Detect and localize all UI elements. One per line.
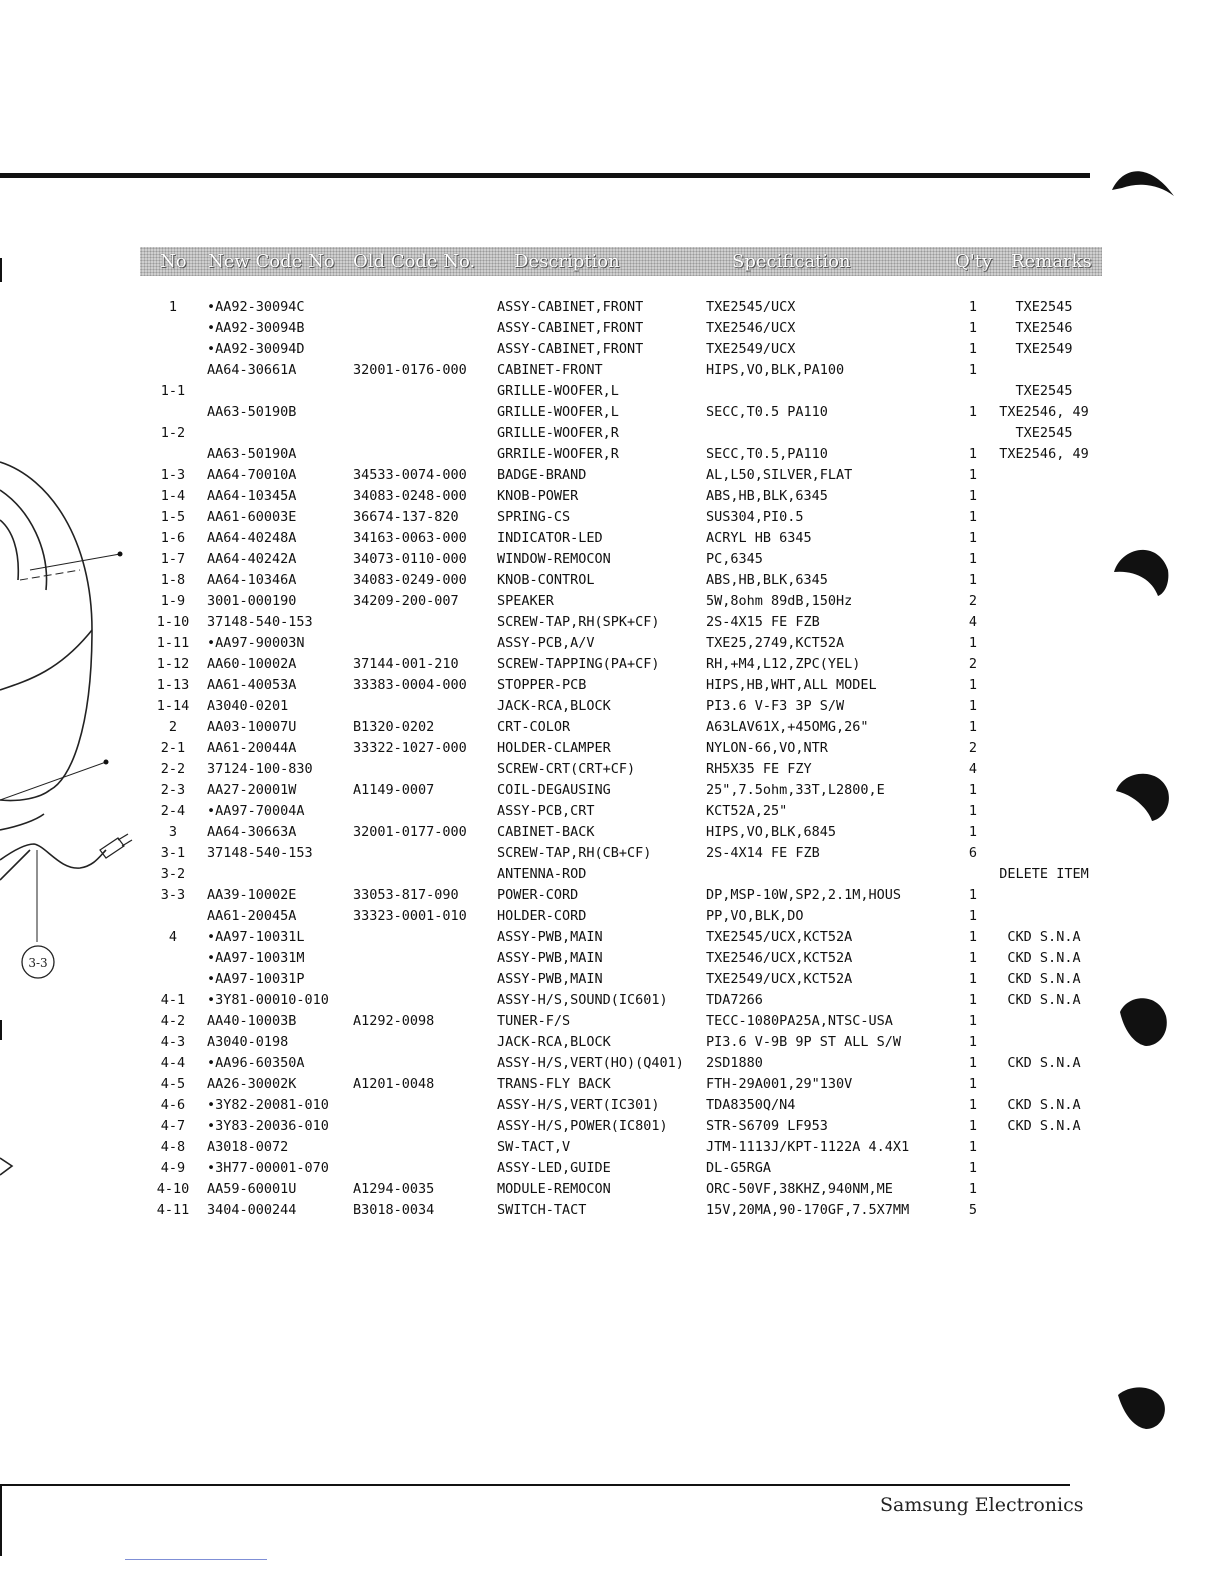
- cell-no: 1-8: [160, 572, 186, 588]
- cell-no: 2-2: [160, 761, 186, 777]
- cell-specification: TDA7266: [706, 992, 763, 1008]
- cell-description: BADGE-BRAND: [497, 467, 587, 483]
- cell-description: CABINET-FRONT: [497, 362, 603, 378]
- cell-old-code: 34163-0063-000: [353, 530, 467, 546]
- cell-no: 4-5: [160, 1076, 186, 1092]
- cell-specification: HIPS,VO,BLK,6845: [706, 824, 837, 840]
- cell-old-code: A1149-0007: [353, 782, 435, 798]
- cell-no: 1-10: [156, 614, 190, 630]
- cell-no: 3-2: [160, 866, 186, 882]
- table-row: [0, 1116, 1224, 1137]
- cell-new-code: •AA97-10031M: [207, 950, 305, 966]
- table-row: [0, 1074, 1224, 1095]
- cell-specification: KCT52A,25": [706, 803, 788, 819]
- table-row: [0, 570, 1224, 591]
- table-row: [0, 717, 1224, 738]
- cell-description: TUNER-F/S: [497, 1013, 571, 1029]
- cell-no: 1-13: [156, 677, 190, 693]
- table-row: [0, 990, 1224, 1011]
- cell-qty: 1: [968, 1097, 978, 1113]
- callout-label: 3-3: [28, 956, 48, 970]
- cell-specification: 15V,20MA,90-170GF,7.5X7MM: [706, 1202, 910, 1218]
- cell-specification: HIPS,VO,BLK,PA100: [706, 362, 845, 378]
- cell-new-code: •AA96-60350A: [207, 1055, 305, 1071]
- cell-qty: 1: [968, 992, 978, 1008]
- cell-specification: ORC-50VF,38KHZ,940NM,ME: [706, 1181, 893, 1197]
- table-row: [0, 1137, 1224, 1158]
- cell-remarks: CKD S.N.A: [1007, 929, 1081, 945]
- cell-specification: TXE2546/UCX,KCT52A: [706, 950, 853, 966]
- cell-description: ASSY-CABINET,FRONT: [497, 341, 644, 357]
- cell-new-code: •AA97-90003N: [207, 635, 305, 651]
- footer-link-underline: [125, 1559, 267, 1560]
- cell-description: KNOB-POWER: [497, 488, 579, 504]
- cell-specification: PI3.6 V-9B 9P ST ALL S/W: [706, 1034, 902, 1050]
- cell-specification: DP,MSP-10W,SP2,2.1M,HOUS: [706, 887, 902, 903]
- cell-remarks: TXE2546, 49: [999, 446, 1089, 462]
- cell-no: 2-1: [160, 740, 186, 756]
- cell-specification: TECC-1080PA25A,NTSC-USA: [706, 1013, 893, 1029]
- cell-specification: 25",7.5ohm,33T,L2800,E: [706, 782, 885, 798]
- cell-new-code: •AA92-30094B: [207, 320, 305, 336]
- table-row: [0, 486, 1224, 507]
- cell-new-code: •AA92-30094C: [207, 299, 305, 315]
- cell-new-code: 37148-540-153: [207, 614, 313, 630]
- cell-no: 1-3: [160, 467, 186, 483]
- cell-qty: 1: [968, 1013, 978, 1029]
- cell-no: 3-3: [160, 887, 186, 903]
- cell-new-code: •3Y82-20081-010: [207, 1097, 329, 1113]
- cell-qty: 1: [968, 635, 978, 651]
- binding-hole-mark: [1108, 160, 1178, 210]
- cell-description: ASSY-CABINET,FRONT: [497, 299, 644, 315]
- table-row: [0, 822, 1224, 843]
- cell-specification: FTH-29A001,29"130V: [706, 1076, 853, 1092]
- cell-no: 4-9: [160, 1160, 186, 1176]
- cell-qty: 1: [968, 1160, 978, 1176]
- cell-description: COIL-DEGAUSING: [497, 782, 611, 798]
- cell-description: SPRING-CS: [497, 509, 571, 525]
- cell-new-code: •3Y81-00010-010: [207, 992, 329, 1008]
- cell-no: 1-6: [160, 530, 186, 546]
- cell-new-code: •AA97-10031L: [207, 929, 305, 945]
- cell-description: ASSY-PWB,MAIN: [497, 950, 603, 966]
- cell-old-code: 34533-0074-000: [353, 467, 467, 483]
- header-qty: Q'ty: [955, 251, 993, 272]
- cell-description: HOLDER-CLAMPER: [497, 740, 611, 756]
- cell-description: GRILLE-WOOFER,R: [497, 425, 619, 441]
- header-specification: Specification: [732, 251, 851, 272]
- cell-specification: TXE2545/UCX,KCT52A: [706, 929, 853, 945]
- cell-new-code: AA61-20045A: [207, 908, 297, 924]
- table-row: [0, 696, 1224, 717]
- cell-description: SPEAKER: [497, 593, 554, 609]
- cell-qty: 1: [968, 467, 978, 483]
- table-row: [0, 444, 1224, 465]
- cell-qty: 1: [968, 1055, 978, 1071]
- cell-remarks: TXE2545: [1015, 299, 1073, 315]
- cell-qty: 1: [968, 1181, 978, 1197]
- cell-qty: 1: [968, 488, 978, 504]
- cell-qty: 1: [968, 950, 978, 966]
- cell-qty: 1: [968, 1139, 978, 1155]
- cell-old-code: A1292-0098: [353, 1013, 435, 1029]
- table-row: [0, 381, 1224, 402]
- cell-new-code: •AA92-30094D: [207, 341, 305, 357]
- binding-hole-mark: [1108, 1375, 1178, 1435]
- cell-specification: STR-S6709 LF953: [706, 1118, 828, 1134]
- cell-specification: 2SD1880: [706, 1055, 763, 1071]
- top-rule: [0, 173, 1090, 178]
- cell-new-code: A3040-0201: [207, 698, 289, 714]
- cell-new-code: AA61-20044A: [207, 740, 297, 756]
- header-no: No: [160, 251, 187, 272]
- cell-description: SCREW-CRT(CRT+CF): [497, 761, 636, 777]
- header-new-code: New Code No: [208, 251, 335, 272]
- cell-qty: 2: [968, 656, 978, 672]
- table-row: [0, 948, 1224, 969]
- cell-description: ASSY-H/S,SOUND(IC601): [497, 992, 668, 1008]
- cell-old-code: 33322-1027-000: [353, 740, 467, 756]
- cell-old-code: 33053-817-090: [353, 887, 459, 903]
- table-row: [0, 297, 1224, 318]
- cell-no: 1: [168, 299, 178, 315]
- cell-no: 2: [168, 719, 178, 735]
- cell-specification: RH,+M4,L12,ZPC(YEL): [706, 656, 861, 672]
- table-row: [0, 738, 1224, 759]
- cell-old-code: B1320-0202: [353, 719, 435, 735]
- cell-specification: PC,6345: [706, 551, 763, 567]
- cell-old-code: 32001-0176-000: [353, 362, 467, 378]
- cell-description: GRILLE-WOOFER,L: [497, 404, 619, 420]
- cell-specification: NYLON-66,VO,NTR: [706, 740, 828, 756]
- cell-qty: 1: [968, 1076, 978, 1092]
- cell-no: 1-12: [156, 656, 190, 672]
- cell-no: 1-2: [160, 425, 186, 441]
- cell-qty: 1: [968, 446, 978, 462]
- cell-description: ASSY-H/S,VERT(HO)(Q401): [497, 1055, 684, 1071]
- table-row: [0, 633, 1224, 654]
- cell-description: KNOB-CONTROL: [497, 572, 595, 588]
- cell-new-code: AA64-30663A: [207, 824, 297, 840]
- cell-remarks: CKD S.N.A: [1007, 1118, 1081, 1134]
- cell-description: JACK-RCA,BLOCK: [497, 1034, 611, 1050]
- cell-description: INDICATOR-LED: [497, 530, 603, 546]
- cell-description: TRANS-FLY BACK: [497, 1076, 611, 1092]
- cell-remarks: TXE2549: [1015, 341, 1073, 357]
- cell-no: 1-11: [156, 635, 190, 651]
- cell-new-code: AA64-40242A: [207, 551, 297, 567]
- cell-qty: 1: [968, 824, 978, 840]
- cell-description: ASSY-H/S,POWER(IC801): [497, 1118, 668, 1134]
- cell-new-code: AA03-10007U: [207, 719, 297, 735]
- cell-specification: ABS,HB,BLK,6345: [706, 488, 828, 504]
- table-row: [0, 969, 1224, 990]
- table-row: [0, 465, 1224, 486]
- table-row: [0, 675, 1224, 696]
- cell-new-code: AA61-60003E: [207, 509, 297, 525]
- cell-new-code: 3001-000190: [207, 593, 297, 609]
- table-row: [0, 843, 1224, 864]
- table-row: [0, 759, 1224, 780]
- cell-old-code: 37144-001-210: [353, 656, 459, 672]
- cell-no: 4: [168, 929, 178, 945]
- cell-description: SW-TACT,V: [497, 1139, 571, 1155]
- cell-no: 4-10: [156, 1181, 190, 1197]
- cell-no: 2-3: [160, 782, 186, 798]
- cell-remarks: CKD S.N.A: [1007, 950, 1081, 966]
- cell-qty: 1: [968, 530, 978, 546]
- cell-old-code: 32001-0177-000: [353, 824, 467, 840]
- table-row: [0, 801, 1224, 822]
- table-row: [0, 612, 1224, 633]
- cell-specification: RH5X35 FE FZY: [706, 761, 812, 777]
- cell-specification: SECC,T0.5 PA110: [706, 404, 828, 420]
- cell-specification: TXE2545/UCX: [706, 299, 796, 315]
- cell-specification: JTM-1113J/KPT-1122A 4.4X1: [706, 1139, 910, 1155]
- cell-qty: 4: [968, 614, 978, 630]
- cell-qty: 4: [968, 761, 978, 777]
- cell-description: ASSY-PWB,MAIN: [497, 929, 603, 945]
- cell-specification: TXE2546/UCX: [706, 320, 796, 336]
- cell-description: ASSY-PWB,MAIN: [497, 971, 603, 987]
- cell-new-code: 3404-000244: [207, 1202, 297, 1218]
- cell-description: ASSY-PCB,CRT: [497, 803, 595, 819]
- cell-no: 1-14: [156, 698, 190, 714]
- table-row: [0, 906, 1224, 927]
- table-row: [0, 339, 1224, 360]
- table-row: [0, 528, 1224, 549]
- cell-qty: 1: [968, 572, 978, 588]
- cell-description: SCREW-TAP,RH(SPK+CF): [497, 614, 660, 630]
- cell-description: SCREW-TAPPING(PA+CF): [497, 656, 660, 672]
- cell-new-code: A3018-0072: [207, 1139, 289, 1155]
- cell-qty: 1: [968, 1118, 978, 1134]
- cell-specification: 2S-4X15 FE FZB: [706, 614, 820, 630]
- cell-remarks: DELETE ITEM: [999, 866, 1089, 882]
- cell-no: 1-9: [160, 593, 186, 609]
- cell-description: STOPPER-PCB: [497, 677, 587, 693]
- cell-description: SCREW-TAP,RH(CB+CF): [497, 845, 652, 861]
- cell-old-code: A1201-0048: [353, 1076, 435, 1092]
- table-row: [0, 1158, 1224, 1179]
- cell-new-code: AA60-10002A: [207, 656, 297, 672]
- cell-remarks: TXE2546: [1015, 320, 1073, 336]
- cell-qty: 1: [968, 509, 978, 525]
- cell-no: 4-4: [160, 1055, 186, 1071]
- table-row: [0, 1011, 1224, 1032]
- cell-description: MODULE-REMOCON: [497, 1181, 611, 1197]
- cell-new-code: AA64-10345A: [207, 488, 297, 504]
- cell-new-code: AA63-50190B: [207, 404, 297, 420]
- cell-specification: PP,VO,BLK,DO: [706, 908, 804, 924]
- cell-new-code: AA63-50190A: [207, 446, 297, 462]
- cell-remarks: CKD S.N.A: [1007, 1097, 1081, 1113]
- cell-old-code: 34083-0248-000: [353, 488, 467, 504]
- page-edge-mark: [0, 1486, 2, 1556]
- table-row: [0, 1032, 1224, 1053]
- cell-old-code: 33383-0004-000: [353, 677, 467, 693]
- cell-description: ANTENNA-ROD: [497, 866, 587, 882]
- cell-qty: 1: [968, 929, 978, 945]
- cell-new-code: AA64-40248A: [207, 530, 297, 546]
- cell-new-code: 37148-540-153: [207, 845, 313, 861]
- cell-old-code: 34083-0249-000: [353, 572, 467, 588]
- cell-description: POWER-CORD: [497, 887, 579, 903]
- cell-no: 1-4: [160, 488, 186, 504]
- header-remarks: Remarks: [1011, 251, 1092, 272]
- cell-qty: 5: [968, 1202, 978, 1218]
- table-row: [0, 1179, 1224, 1200]
- cell-specification: HIPS,HB,WHT,ALL MODEL: [706, 677, 877, 693]
- cell-specification: 2S-4X14 FE FZB: [706, 845, 820, 861]
- cell-new-code: AA64-10346A: [207, 572, 297, 588]
- cell-new-code: A3040-0198: [207, 1034, 289, 1050]
- cell-new-code: AA61-40053A: [207, 677, 297, 693]
- footer-company: Samsung Electronics: [880, 1494, 1084, 1516]
- cell-no: 1-7: [160, 551, 186, 567]
- cell-specification: ACRYL HB 6345: [706, 530, 812, 546]
- cell-qty: 1: [968, 908, 978, 924]
- cell-remarks: CKD S.N.A: [1007, 971, 1081, 987]
- cell-remarks: TXE2546, 49: [999, 404, 1089, 420]
- table-row: [0, 780, 1224, 801]
- cell-qty: 1: [968, 362, 978, 378]
- cell-old-code: B3018-0034: [353, 1202, 435, 1218]
- cell-no: 4-11: [156, 1202, 190, 1218]
- bottom-rule: [0, 1484, 1070, 1486]
- table-row: [0, 1095, 1224, 1116]
- cell-no: 1-1: [160, 383, 186, 399]
- cell-new-code: AA59-60001U: [207, 1181, 297, 1197]
- cell-no: 4-8: [160, 1139, 186, 1155]
- table-row: [0, 549, 1224, 570]
- cell-remarks: TXE2545: [1015, 425, 1073, 441]
- cell-qty: 1: [968, 698, 978, 714]
- cell-qty: 2: [968, 740, 978, 756]
- cell-no: 1-5: [160, 509, 186, 525]
- table-header: [140, 247, 1102, 276]
- table-row: [0, 318, 1224, 339]
- cell-remarks: CKD S.N.A: [1007, 1055, 1081, 1071]
- cell-specification: TXE2549/UCX,KCT52A: [706, 971, 853, 987]
- cell-new-code: AA27-20001W: [207, 782, 297, 798]
- cell-specification: SECC,T0.5,PA110: [706, 446, 828, 462]
- cell-description: CRT-COLOR: [497, 719, 571, 735]
- cell-description: ASSY-H/S,VERT(IC301): [497, 1097, 660, 1113]
- table-row: [0, 1053, 1224, 1074]
- cell-description: CABINET-BACK: [497, 824, 595, 840]
- cell-no: 2-4: [160, 803, 186, 819]
- cell-specification: SUS304,PI0.5: [706, 509, 804, 525]
- cell-qty: 1: [968, 782, 978, 798]
- cell-specification: TDA8350Q/N4: [706, 1097, 796, 1113]
- cell-qty: 1: [968, 404, 978, 420]
- cell-qty: 1: [968, 677, 978, 693]
- cell-description: JACK-RCA,BLOCK: [497, 698, 611, 714]
- cell-specification: A63LAV61X,+45OMG,26": [706, 719, 869, 735]
- cell-qty: 1: [968, 299, 978, 315]
- cell-description: ASSY-LED,GUIDE: [497, 1160, 611, 1176]
- header-description: Description: [514, 251, 620, 272]
- cell-no: 3-1: [160, 845, 186, 861]
- cell-old-code: 34209-200-007: [353, 593, 459, 609]
- cell-remarks: CKD S.N.A: [1007, 992, 1081, 1008]
- cell-new-code: AA64-70010A: [207, 467, 297, 483]
- cell-specification: DL-G5RGA: [706, 1160, 772, 1176]
- table-row: [0, 864, 1224, 885]
- cell-old-code: A1294-0035: [353, 1181, 435, 1197]
- cell-qty: 2: [968, 593, 978, 609]
- cell-qty: 1: [968, 803, 978, 819]
- cell-no: 4-3: [160, 1034, 186, 1050]
- cell-no: 4-2: [160, 1013, 186, 1029]
- cell-specification: ABS,HB,BLK,6345: [706, 572, 828, 588]
- cell-specification: TXE2549/UCX: [706, 341, 796, 357]
- cell-description: WINDOW-REMOCON: [497, 551, 611, 567]
- table-row: [0, 885, 1224, 906]
- cell-specification: 5W,8ohm 89dB,150Hz: [706, 593, 853, 609]
- cell-specification: TXE25,2749,KCT52A: [706, 635, 845, 651]
- cell-qty: 1: [968, 320, 978, 336]
- cell-description: SWITCH-TACT: [497, 1202, 587, 1218]
- table-row: [0, 360, 1224, 381]
- cell-no: 4-1: [160, 992, 186, 1008]
- cell-new-code: AA39-10002E: [207, 887, 297, 903]
- cell-qty: 1: [968, 887, 978, 903]
- page-edge-mark: [0, 258, 2, 282]
- table-row: [0, 927, 1224, 948]
- cell-old-code: 33323-0001-010: [353, 908, 467, 924]
- cell-no: 4-7: [160, 1118, 186, 1134]
- cell-description: GRRILE-WOOFER,R: [497, 446, 619, 462]
- cell-qty: 1: [968, 551, 978, 567]
- table-row: [0, 591, 1224, 612]
- cell-description: HOLDER-CORD: [497, 908, 587, 924]
- table-row: [0, 654, 1224, 675]
- cell-new-code: 37124-100-830: [207, 761, 313, 777]
- cell-new-code: AA26-30002K: [207, 1076, 297, 1092]
- cell-old-code: 34073-0110-000: [353, 551, 467, 567]
- cell-new-code: •3H77-00001-070: [207, 1160, 329, 1176]
- cell-description: ASSY-CABINET,FRONT: [497, 320, 644, 336]
- table-row: [0, 1200, 1224, 1221]
- table-row: [0, 402, 1224, 423]
- cell-qty: 1: [968, 341, 978, 357]
- table-row: [0, 507, 1224, 528]
- cell-no: 3: [168, 824, 178, 840]
- cell-qty: 1: [968, 971, 978, 987]
- cell-new-code: AA40-10003B: [207, 1013, 297, 1029]
- cell-specification: AL,L50,SILVER,FLAT: [706, 467, 853, 483]
- cell-description: ASSY-PCB,A/V: [497, 635, 595, 651]
- cell-qty: 6: [968, 845, 978, 861]
- cell-no: 4-6: [160, 1097, 186, 1113]
- cell-new-code: •AA97-70004A: [207, 803, 305, 819]
- cell-qty: 1: [968, 1034, 978, 1050]
- cell-remarks: TXE2545: [1015, 383, 1073, 399]
- cell-specification: PI3.6 V-F3 3P S/W: [706, 698, 845, 714]
- table-row: [0, 423, 1224, 444]
- header-old-code: Old Code No.: [353, 251, 476, 272]
- cell-new-code: •AA97-10031P: [207, 971, 305, 987]
- cell-new-code: AA64-30661A: [207, 362, 297, 378]
- cell-description: GRILLE-WOOFER,L: [497, 383, 619, 399]
- cell-old-code: 36674-137-820: [353, 509, 459, 525]
- cell-new-code: •3Y83-20036-010: [207, 1118, 329, 1134]
- cell-qty: 1: [968, 719, 978, 735]
